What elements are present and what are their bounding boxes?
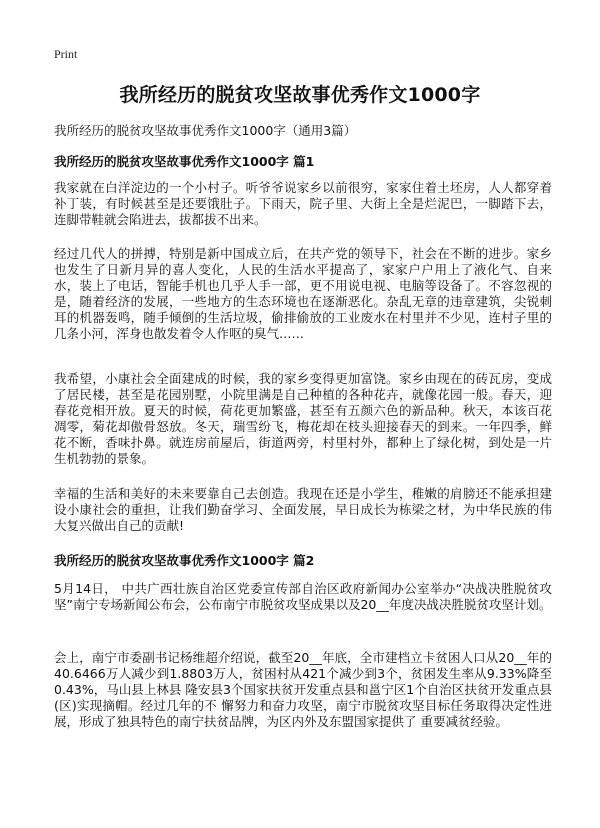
- paragraph: 经过几代人的拼搏，特别是新中国成立后，在共产党的领导下，社会在不断的进步。家乡也发生了日新月异的喜人变化，人民的生活水平提高了，家家户户用上了液化气、自来水，装上了电话，智能手机也几乎人手一部，更不用说电视、电脑等设备了。不容忽视的是，随着经济的发展，一些地方的生态环境也在逐渐恶化。杂乱无章的违章建筑，尖锐刺耳的机器轰鸣，随手倾倒的生活垃圾，偷排偷放的工业废水在村里并不少见，连村子里的几条小河，浑身也散发着令人作呕的臭气……: [54, 246, 552, 341]
- page-title: 我所经历的脱贫攻坚故事优秀作文1000字: [119, 84, 481, 106]
- paragraph: 会上，南宁市委副书记杨维超介绍说，截至20__年底，全市建档立卡贫困人口从20__年的40.6466万人减少到1.8803万人，贫困村从421个减少到3个，贫困发生率从9.33%降至0.43%，马山县上林县 隆安县3个国家扶贫开发重点县和邕宁区1个自治区扶贫开发重点县(区)实现摘帽。经过几年的不 懈努力和奋力攻坚，南宁市脱贫攻坚目标任务取得决定性进展，形成了独具特色的南宁扶贫品牌，为区内外及东盟国家提供了 重要减贫经验。: [54, 650, 552, 729]
- section-heading-1: 我所经历的脱贫攻坚故事优秀作文1000字 篇1: [54, 154, 315, 169]
- print-label: Print: [54, 47, 78, 61]
- paragraph: 5月14日， 中共广西壮族自治区党委宣传部自治区政府新闻办公室举办“决战决胜脱贫攻坚”南宁专场新闻公布会，公布南宁市脱贫攻坚成果以及20__年度决战决胜脱贫攻坚计划。: [54, 581, 552, 612]
- paragraph: 幸福的生活和美好的未来要靠自己去创造。我现在还是小学生，稚嫩的肩膀还不能承担建设小康社会的重担，让我们勤奋学习、全面发展，早日成长为栋梁之材，为中华民族的伟大复兴做出自己的贡献!: [54, 486, 552, 533]
- paragraph: 我家就在白洋淀边的一个小村子。听爷爷说家乡以前很穷，家家住着土坯房，人人都穿着补丁装，有时候甚至是还要饿肚子。下雨天，院子里、大街上全是烂泥巴，一脚踏下去，连脚带鞋就会陷进去，拔都拔不出来。: [54, 180, 552, 227]
- document-subtitle: 我所经历的脱贫攻坚故事优秀作文1000字（通用3篇）: [54, 123, 357, 138]
- section-heading-2: 我所经历的脱贫攻坚故事优秀作文1000字 篇2: [54, 553, 315, 568]
- paragraph: 我希望，小康社会全面建成的时候，我的家乡变得更加富饶。家乡由现在的砖瓦房，变成了居民楼，甚至是花园别墅，小院里满是自己种植的各种花卉，就像花园一般。春天，迎春花竞相开放。夏天的时候，荷花更加繁盛，甚至有五颜六色的新品种。秋天，本该百花凋零，菊花却傲骨怒放。冬天，瑞雪纷飞，梅花却在枝头迎接春天的到来。一年四季，鲜花不断，香味扑鼻。就连房前屋后，街道两旁，村里村外，都种上了绿化树，到处是一片生机勃勃的景象。: [54, 371, 552, 466]
